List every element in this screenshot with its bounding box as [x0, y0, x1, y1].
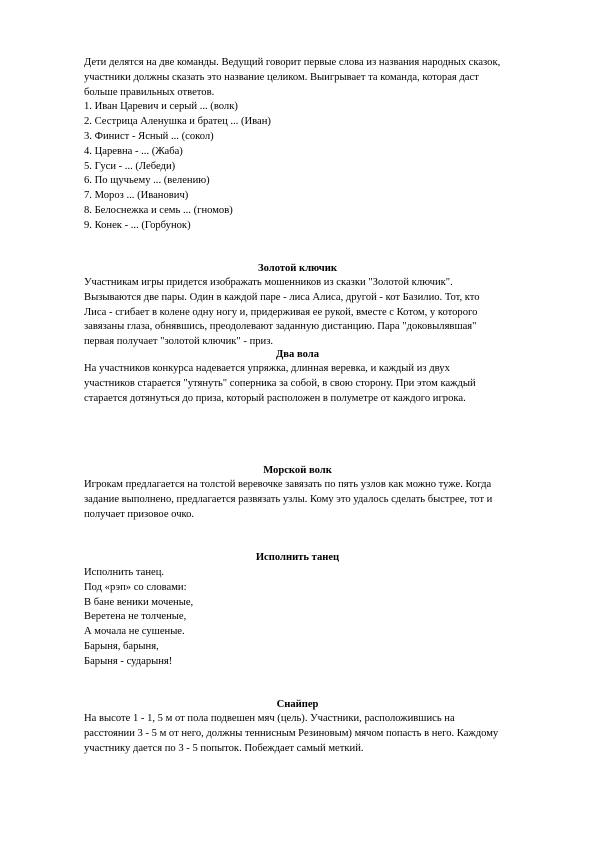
paragraph-line: первая получает "золотой ключик" - приз.: [84, 336, 274, 348]
section-heading: [0, 698, 595, 712]
paragraph-line: Веретена не толченые,: [84, 611, 187, 623]
intro-block: [84, 56, 564, 234]
section-body: [84, 362, 564, 406]
list-item: 8. Белоснежка и семь ... (гномов): [84, 204, 233, 216]
paragraph-line: Вызываются две пары. Один в каждой паре - лиса Алиса, другой - кот Базилио. Тот, кто: [84, 291, 480, 303]
paragraph-line: В бане веники моченые,: [84, 596, 194, 608]
list-item: 7. Мороз ... (Иванович): [84, 190, 189, 202]
paragraph-line: завязаны глаза, обнявшись, преодолевают заданную дистанцию. Пара "доковылявшая": [84, 321, 477, 333]
paragraph-line: участнику дается по 3 - 5 попыток. Побеждает самый меткий.: [84, 742, 364, 754]
section-body: [84, 566, 564, 670]
list-item: 4. Царевна - ... (Жаба): [84, 145, 183, 157]
list-item: 1. Иван Царевич и серый ... (волк): [84, 101, 238, 113]
paragraph-line: На высоте 1 - 1, 5 м от пола подвешен мяч (цель). Участники, расположившись на: [84, 713, 455, 724]
section-title: Два вола: [275, 349, 319, 360]
paragraph-line: Под «рэп» со словами:: [84, 581, 187, 593]
paragraph-line: На участников конкурса надевается упряжка, длинная веревка, и каждый из двух: [84, 363, 450, 374]
section-body: [84, 276, 564, 350]
paragraph-line: участников старается "утянуть" соперника за собой, в свою сторону. При этом каждый: [84, 377, 476, 389]
section-title: Снайпер: [276, 699, 319, 710]
section-heading: [0, 464, 595, 478]
paragraph-line: Игрокам предлагается на толстой веревочке завязать по пять узлов как можно туже. Когда: [84, 479, 492, 490]
list-item: 6. По щучьему ... (велению): [84, 175, 210, 187]
paragraph-line: Барыня - сударыня!: [84, 655, 173, 667]
paragraph-line: Лиса - сгибает в колене одну ногу и, придерживая ее рукой, вместе с Котом, у которого: [84, 306, 478, 318]
section-heading: [0, 262, 595, 276]
section-title: Морской волк: [263, 465, 332, 476]
intro-line: Дети делятся на две команды. Ведущий говорит первые слова из названия народных сказок,: [84, 57, 501, 68]
section-title: Золотой ключик: [258, 263, 337, 274]
section-body: [84, 478, 564, 522]
paragraph-line: Участникам игры придется изображать мошенников из сказки "Золотой ключик".: [84, 277, 453, 288]
paragraph-line: расстоянии 3 - 5 м от него, должны теннисным Резиновым) мячом попасть в него. Каждому: [84, 727, 499, 739]
paragraph-line: задание выполнено, предлагается развязать узлы. Кому это удалось сделать быстрее, тот и: [84, 493, 493, 505]
paragraph-line: Барыня, барыня,: [84, 640, 159, 652]
paragraph-line: получает призовое очко.: [84, 508, 195, 520]
paragraph-line: А мочала не сушеные.: [84, 626, 185, 638]
section-heading: [0, 551, 595, 565]
section-body: [84, 712, 564, 756]
intro-line: больше правильных ответов.: [84, 86, 215, 98]
list-item: 2. Сестрица Аленушка и братец ... (Иван): [84, 116, 271, 128]
intro-line: участники должны сказать это название целиком. Выигрывает та команда, которая даст: [84, 71, 479, 83]
list-item: 3. Финист - Ясный ... (сокол): [84, 130, 214, 142]
list-item: 9. Конек - ... (Горбунок): [84, 219, 191, 231]
section-heading: [0, 348, 595, 362]
section-title: Исполнить танец: [255, 552, 340, 563]
paragraph-line: старается дотянуться до приза, который расположен в полуметре от каждого игрока.: [84, 392, 466, 404]
list-item: 5. Гуси - ... (Лебеди): [84, 160, 176, 172]
paragraph-line: Исполнить танец.: [84, 567, 165, 578]
